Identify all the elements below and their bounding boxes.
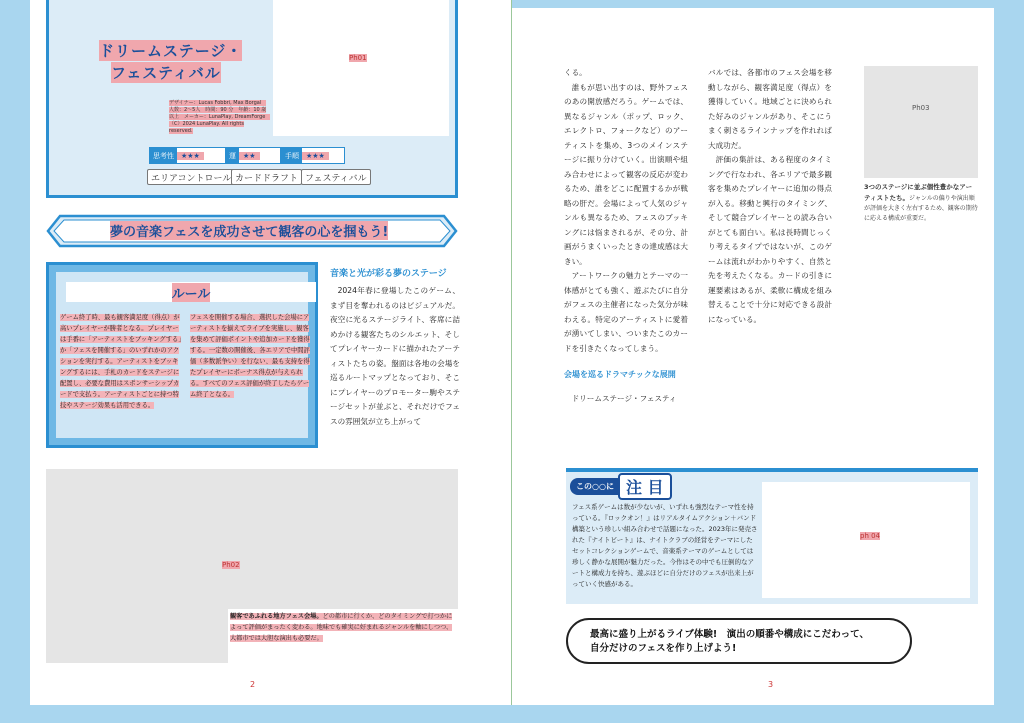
photo-placeholder-2 (46, 469, 458, 663)
stat-luck (225, 147, 281, 164)
stat-label: 運 (226, 148, 239, 163)
article-column (330, 266, 460, 429)
paragraph: バルでは、各都市のフェス会場を移動しながら、観客満足度（得点）を獲得していく。地域ごとに決められた好みのジャンルがあり、そこにうまく刺さるラインナップを作れれば大成功だ。 (708, 68, 832, 150)
article-column-2 (708, 66, 832, 327)
game-title-box (46, 0, 458, 198)
photo-placeholder-4: ph 04 (762, 482, 970, 598)
paragraph: アートワークの魅力とテーマの一体感がとても強く、遊ぶたびに自分がフェスの主催者になった気分が味わえる。特定のアーティストに愛着が湧いてしまい、ついまたこのカードを引きたくなってしまう。 (564, 271, 688, 353)
article-column-1 (564, 66, 688, 406)
title-area (49, 0, 273, 140)
game-title-line-1: ドリームステージ・ (99, 42, 243, 60)
stat-label: 手順 (282, 148, 302, 163)
callout-line-2: 自分だけのフェスを作り上げよう! (590, 643, 737, 654)
closing-callout (566, 618, 912, 664)
spotlight-box (566, 468, 978, 604)
photo-placeholder-3: Ph03 (864, 66, 978, 178)
tag-area-control: エリアコントロール (147, 169, 235, 185)
headline-text: 夢の音楽フェスを成功させて観客の心を掴もう! (110, 221, 388, 240)
spotlight-prefix: この○○に (570, 478, 620, 495)
headline-banner (46, 214, 458, 248)
rules-title: ルール (66, 282, 316, 302)
rules-box (46, 262, 318, 448)
stat-procedure (281, 147, 345, 164)
game-credits: デザイナー：Lucas Fobbri, Max Borgal 人数：2〜5人 時間：90 分 年齢：10 歳以上 メーカー：LunaPlay, DreamForge （C）2024 LunaPlay. All rights reserved. (169, 100, 271, 134)
tag-card-draft: カードドラフト (231, 169, 302, 185)
article-heading: 音楽と光が彩る夢のステージ (330, 269, 447, 279)
right-page (512, 0, 1024, 723)
photo-caption-3: 3つのステージに並ぶ個性豊かなアーティストたち。ジャンルの偏りや演出順が評価を大きく左右するため、観客の期待に応える構成が重要だ。 (864, 183, 978, 222)
paragraph: 誰もが思い出すのは、野外フェスのあの開放感だろう。ゲームでは、異なるジャンル（ポップ、ロック、エレクトロ、フォークなど）のアーティストを集め、3つのメインステージに振り分けていく。出演順や組み合わせによって観客の反応が変わるため、誰をどこに配置するかが戦略の肝だ。会場によって人気のジャンルも異なるため、フェスのブッキングには悩まされるが、その分、計画がうまくいったときの達成感は大きい。 (564, 82, 688, 266)
callout-line-1: 最高に盛り上がるライブ体験! 演出の順番や構成にこだわって、 (590, 629, 869, 640)
rules-column-2: フェスを開催する場合、選択した会場にアーティストを揃えてライブを実施し、観客を集めて評価ポイントや追加カードを獲得する。一定数の開催後、各エリアで中間評価（多数派争い）を行ない、最も支持を得たプレイヤーにボーナス得点が与えられる。すべてのフェス評価が終了したらゲーム終了となる。 (190, 314, 310, 398)
photo-placeholder-1: Ph01 (273, 0, 449, 136)
page-number: 3 (768, 680, 774, 689)
stat-stars: ★★ (239, 152, 260, 160)
rules-inner (56, 272, 308, 438)
stat-stars: ★★★ (177, 152, 204, 160)
photo-label: Ph02 (222, 561, 240, 569)
photo-caption: 観客であふれる地方フェス会場。どの都市に行くか、どのタイミングで打つかによって評価がまったく変わる。地味でも確実に好まれるジャンルを軸にしつつ、大都市では大胆な演出も必要だ。 (228, 609, 458, 663)
paragraph: ドリームステージ・フェスティ (571, 393, 677, 403)
stat-stars: ★★★ (302, 152, 329, 160)
article-subheading: 会場を巡るドラマチックな展開 (564, 370, 676, 379)
game-title-line-2: フェスティバル (111, 64, 221, 82)
tag-festival: フェスティバル (301, 169, 371, 185)
spotlight-title: 注 目 (618, 473, 672, 500)
stat-label: 思考性 (150, 148, 177, 163)
page-number: 2 (250, 680, 256, 689)
spotlight-heading (570, 474, 672, 498)
stat-thinking (149, 147, 231, 164)
article-body: 2024年春に登場したこのゲーム、まず目を奪われるのはビジュアルだ。夜空に光るステージライト、客席に詰めかける観客たちのシルエット、そしてプレイヤーカードに描かれたアーティストたちの姿。盤面は各地の会場を巡るルートマップとなっており、そこにプレイヤーのプロモーター駒やステージセットが並ぶと、それだけでフェスの雰囲気が立ち上がって (330, 286, 460, 426)
paragraph: 評価の集計は、ある程度のタイミングで行なわれ、各エリアで最多観客を集めたプレイヤーに追加の得点が入る。移動と興行のタイミング、そして競合プレイヤーとの読み合いがとても面白い。私は長時間じっくり考えるタイプではないが、このゲームは流れがわかりやすく、自然と先を考えたくなる。カードの引きに運要素はあるが、柔軟に構成を組み替えることで十分に対応できる設計になっている。 (708, 155, 832, 324)
paragraph: くる。 (564, 68, 587, 77)
rules-column-1: ゲーム終了時、最も観客満足度（得点）が高いプレイヤーが勝者となる。プレイヤーは手番に「アーティストをブッキングする」か「フェスを開催する」のいずれかのアクションを実行する。アーティストをブッキングするには、手札のカードをステージに配置し、必要な費用はスポンサーシップカードで支払う。アーティストごとに持つ特技やステージ効果も活用できる。 (60, 314, 182, 409)
spotlight-text: フェス系ゲームは数が少ないが、いずれも強烈なテーマ性を持っている。『ロックオン！』はリアルタイムアクション＋バンド構築という珍しい組み合わせで話題になった。2023年に発売された『ナイトビート』は、ナイトクラブの経営をテーマにしたセットコレクションゲームで、音楽系テーマのゲームとしては珍しく静かな展開が魅力だった。今作はその中でも圧倒的なアートと構成力を持ち、遊ぶほどに自分だけのフェスが出来上がっていく快感がある。 (572, 503, 758, 588)
